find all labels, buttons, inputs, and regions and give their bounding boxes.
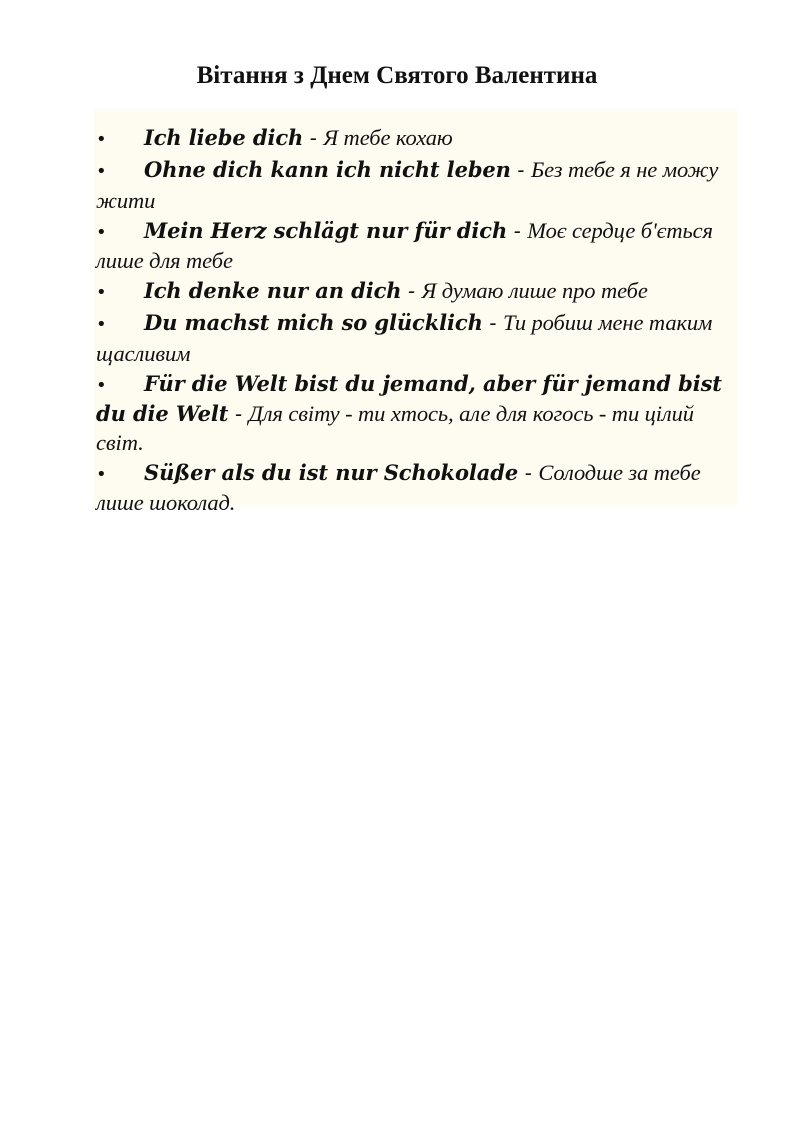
bullet-icon: • [96, 161, 107, 182]
german-phrase: Du machst mich so glücklich [144, 310, 483, 335]
german-phrase: Ohne dich kann ich nicht leben [144, 157, 511, 182]
ukrainian-translation: Я тебе кохаю [323, 125, 453, 150]
ukrainian-translation: Я думаю лише про тебе [421, 278, 648, 303]
list-item [96, 309, 733, 368]
phrase-box [94, 109, 737, 515]
separator: - [228, 402, 249, 426]
separator: - [401, 279, 422, 303]
phrase-list [96, 124, 733, 518]
page-title: Вітання з Днем Святого Валентина [196, 62, 598, 89]
ukrainian-translation: Ти робиш мене таким щасливим [96, 310, 713, 366]
ukrainian-translation: Моє сердце б'ється лише для тебе [96, 217, 713, 273]
list-item [96, 370, 733, 458]
separator: - [482, 311, 503, 335]
bullet-icon: • [96, 374, 107, 396]
list-item [96, 459, 733, 518]
list-item [96, 124, 733, 155]
ukrainian-translation: Без тебе я не можу жити [96, 157, 719, 213]
german-phrase: Süßer als du ist nur Schokolade [144, 459, 519, 485]
german-phrase: Mein Herz schlägt nur für dich [144, 217, 508, 243]
german-phrase: Ich denke nur an dich [144, 278, 402, 303]
german-phrase: Ich liebe dich [144, 125, 304, 150]
german-phrase: Für die Welt bist du jemand, aber für jemand bist du die Welt [96, 370, 722, 426]
list-item [96, 277, 733, 308]
separator: - [303, 126, 324, 150]
bullet-icon: • [96, 282, 107, 303]
list-item [96, 217, 733, 276]
bullet-icon: • [96, 129, 107, 150]
separator: - [510, 158, 531, 182]
list-item [96, 156, 733, 215]
separator: - [518, 460, 539, 485]
bullet-icon: • [96, 314, 107, 335]
ukrainian-translation: Солодше за тебе лише шоколад. [96, 459, 701, 515]
separator: - [507, 218, 528, 243]
ukrainian-translation: Для світу - ти хтось, але для когось - ти цілий світ. [96, 401, 694, 455]
bullet-icon: • [96, 221, 107, 243]
bullet-icon: • [96, 463, 107, 485]
